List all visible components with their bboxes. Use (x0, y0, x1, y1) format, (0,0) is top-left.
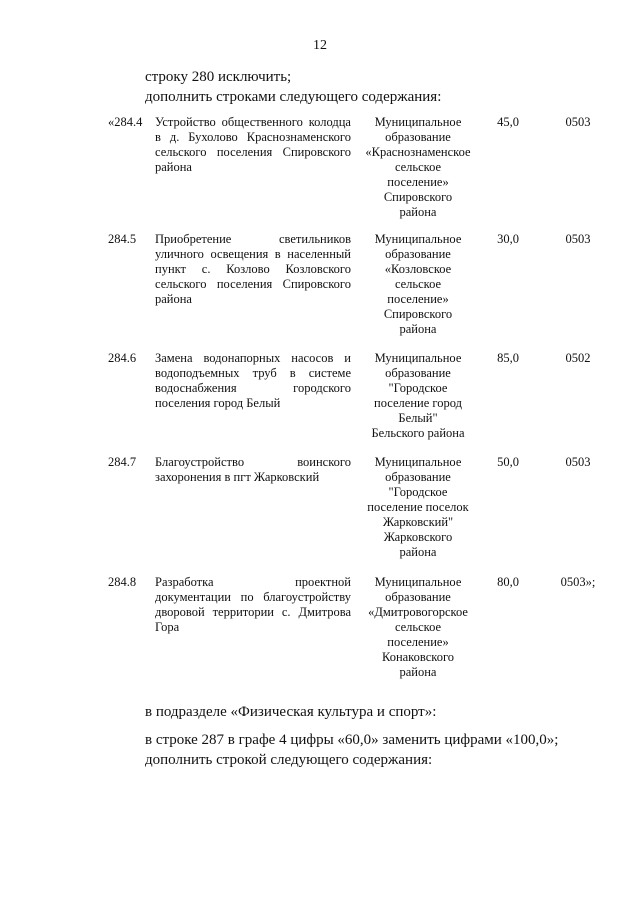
row-amount: 80,0 (497, 575, 519, 589)
row-number: 284.6 (108, 351, 137, 365)
row-number: «284.4 (108, 115, 143, 129)
description-line: пункт с. Козлово Козловского (155, 262, 351, 276)
row-description (155, 115, 351, 175)
municipality-line: района (399, 545, 437, 559)
municipality-line: Муниципальное (374, 115, 462, 129)
municipality-line: Спировского (383, 307, 453, 321)
municipality-line: Спировского (383, 190, 453, 204)
municipality-line: района (399, 322, 437, 336)
description-line: поселения город Белый (155, 396, 281, 410)
description-line: Разработка проектной (155, 575, 351, 589)
description-line: района (155, 160, 192, 174)
row-code: 0503 (565, 115, 591, 129)
municipality-line: поселение поселок (367, 500, 469, 514)
municipality-line: района (399, 665, 437, 679)
description-line: уличного освещения в населенный (155, 247, 351, 261)
row-number: 284.7 (108, 455, 137, 469)
row-municipality (362, 351, 474, 441)
row-number: 284.5 (108, 232, 137, 246)
row-code: 0503 (565, 455, 591, 469)
municipality-line: поселение город (374, 396, 462, 410)
description-line: Приобретение светильников (155, 232, 351, 246)
municipality-line: Белый" (398, 411, 438, 425)
intro-line-2: дополнить строками следующего содержания: (145, 89, 442, 105)
row-code: 0503»; (560, 575, 596, 589)
municipality-line: сельское (394, 160, 442, 174)
description-line: водоподъемных труб в системе (155, 366, 351, 380)
municipality-line: поселение» (387, 292, 449, 306)
municipality-line: Муниципальное (374, 575, 462, 589)
row-amount: 85,0 (497, 351, 519, 365)
row-number: 284.8 (108, 575, 137, 589)
municipality-line: Муниципальное (374, 232, 462, 246)
description-line: водоснабжения городского (155, 381, 351, 395)
municipality-line: «Дмитровогорское (368, 605, 468, 619)
row-amount: 45,0 (497, 115, 519, 129)
description-line: захоронения в пгт Жарковский (155, 470, 320, 484)
municipality-line: Конаковского (381, 650, 455, 664)
description-line: Гора (155, 620, 180, 634)
municipality-line: образование (385, 247, 451, 261)
row-code: 0502 (565, 351, 591, 365)
description-line: дворовой территории с. Дмитрова (155, 605, 351, 619)
closing-line-3: дополнить строкой следующего содержания: (145, 752, 433, 768)
row-code: 0503 (565, 232, 591, 246)
row-amount: 30,0 (497, 232, 519, 246)
intro-line-1: строку 280 исключить; (145, 69, 292, 85)
municipality-line: образование (385, 590, 451, 604)
closing-line-2: в строке 287 в графе 4 цифры «60,0» заменить цифрами «100,0»; (145, 732, 559, 748)
municipality-line: Бельского района (371, 426, 465, 440)
municipality-line: Жарковский" (382, 515, 454, 529)
description-line: Устройство общественного колодца (155, 115, 351, 129)
description-line: в д. Бухолово Краснознаменского (155, 130, 351, 144)
municipality-line: «Козловское (384, 262, 452, 276)
municipality-line: Муниципальное (374, 351, 462, 365)
municipality-line: района (399, 205, 437, 219)
municipality-line: «Краснознаменское (365, 145, 471, 159)
municipality-line: поселение» (387, 635, 449, 649)
municipality-line: "Городское (388, 381, 448, 395)
municipality-line: сельское (394, 620, 442, 634)
municipality-line: Муниципальное (374, 455, 462, 469)
row-amount: 50,0 (497, 455, 519, 469)
description-line: сельского поселения Спировского (155, 145, 351, 159)
municipality-line: Жарковского (383, 530, 453, 544)
row-description (155, 455, 351, 485)
row-description (155, 575, 351, 635)
municipality-line: образование (385, 366, 451, 380)
description-line: сельского поселения Спировского (155, 277, 351, 291)
page-number: 12 (313, 38, 327, 53)
closing-line-1: в подразделе «Физическая культура и спорт»: (145, 704, 437, 720)
municipality-line: "Городское (388, 485, 448, 499)
municipality-line: сельское (394, 277, 442, 291)
municipality-line: образование (385, 470, 451, 484)
municipality-line: образование (385, 130, 451, 144)
row-description (155, 232, 351, 307)
municipality-line: поселение» (387, 175, 449, 189)
description-line: района (155, 292, 192, 306)
row-municipality (362, 455, 474, 560)
description-line: Благоустройство воинского (155, 455, 351, 469)
row-municipality (362, 232, 474, 337)
row-municipality (362, 575, 474, 680)
row-municipality (362, 115, 474, 220)
row-description (155, 351, 351, 411)
description-line: Замена водонапорных насосов и (155, 351, 351, 365)
description-line: документации по благоустройству (155, 590, 351, 604)
